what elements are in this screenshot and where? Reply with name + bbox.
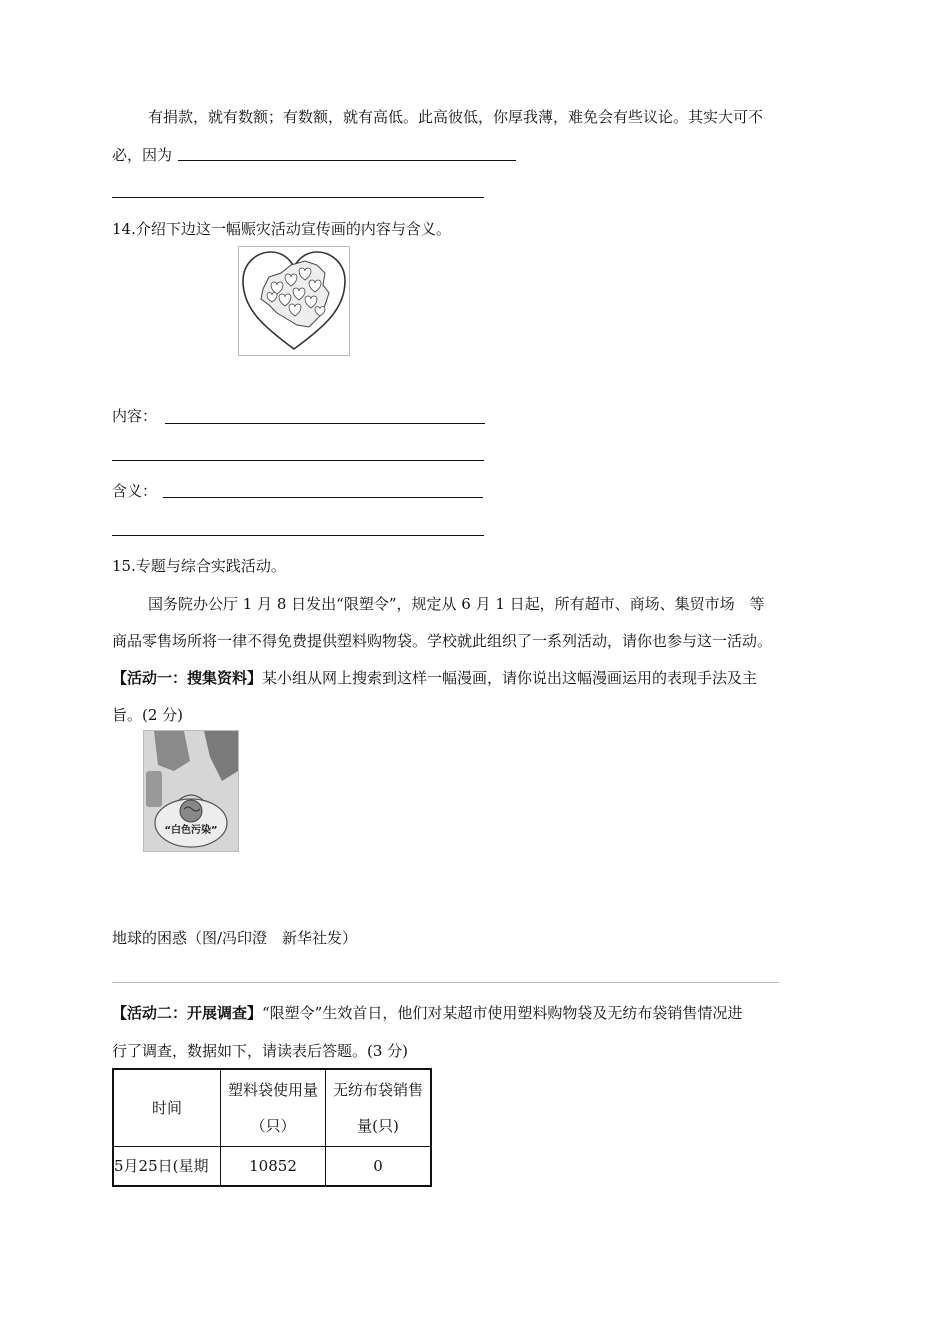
question-15-title: 15.专题与综合实践活动。 [112,557,286,575]
header-nonwoven-bags-line-1: 无纺布袋销售 [332,1081,423,1099]
table-header-row [113,1069,431,1147]
cartoon-illustration [144,731,238,851]
activity-1-heading: 【活动一：搜集资料】 [112,669,263,687]
activity-2-line-1 [112,1002,742,1024]
heart-map-illustration [239,247,349,355]
header-time: 时间 [113,1069,221,1147]
header-nonwoven-bags [326,1069,432,1147]
meaning-blank-2[interactable] [112,535,484,536]
cell-plastic-count: 10852 [221,1147,326,1187]
activity-2-line-2: 行了调查，数据如下，请读表后答题。(3 分) [112,1042,409,1060]
intro-line-1: 国务院办公厅 1 月 8 日发出“限塑令”，规定从 6 月 1 日起，所有超市、商场、集贸市场 等 [148,595,765,613]
table-row [113,1147,431,1187]
activity-1-text: 某小组从网上搜索到这样一幅漫画，请你说出这幅漫画运用的表现手法及主 [262,669,758,687]
header-plastic-bags [221,1069,326,1147]
activity-1-line-2: 旨。(2 分) [112,706,184,724]
answer-blank-1[interactable] [178,160,516,161]
cell-nonwoven-count: 0 [326,1147,432,1187]
answer-blank-2[interactable] [112,197,484,198]
activity-2-text: “限塑令”生效首日，他们对某超市使用塑料购物袋及无纺布袋销售情况进 [262,1004,743,1022]
white-pollution-cartoon [143,730,239,852]
header-plastic-bags-line-1: 塑料袋使用量 [227,1081,318,1099]
cartoon-caption: 地球的困惑（图/冯印澄 新华社发） [112,929,358,947]
meaning-blank-1[interactable] [163,497,483,498]
divider [112,982,779,983]
cartoon-label: “白色污染” [164,825,218,836]
survey-table [112,1068,432,1187]
header-nonwoven-bags-line-2: 量(只) [357,1117,399,1135]
paragraph-line-2: 必，因为 [112,146,173,164]
content-label: 内容： [112,407,158,425]
question-14-title: 14.介绍下边这一幅赈灾活动宣传画的内容与含义。 [112,220,451,238]
header-plastic-bags-line-2: （只） [250,1117,296,1135]
meaning-label: 含义： [112,482,158,500]
heart-map-poster [238,246,350,356]
content-blank-2[interactable] [112,460,484,461]
intro-line-2: 商品零售场所将一律不得免费提供塑料购物袋。学校就此组织了一系列活动，请你也参与这一活动。 [112,632,773,650]
activity-1-line-1 [112,667,757,689]
cell-date: 5月25日(星期 [113,1147,221,1187]
content-blank-1[interactable] [165,423,485,424]
activity-2-heading: 【活动二：开展调查】 [112,1004,263,1022]
paragraph-line-1: 有捐款，就有数额；有数额，就有高低。此高彼低，你厚我薄，难免会有些议论。其实大可不 [148,108,764,126]
